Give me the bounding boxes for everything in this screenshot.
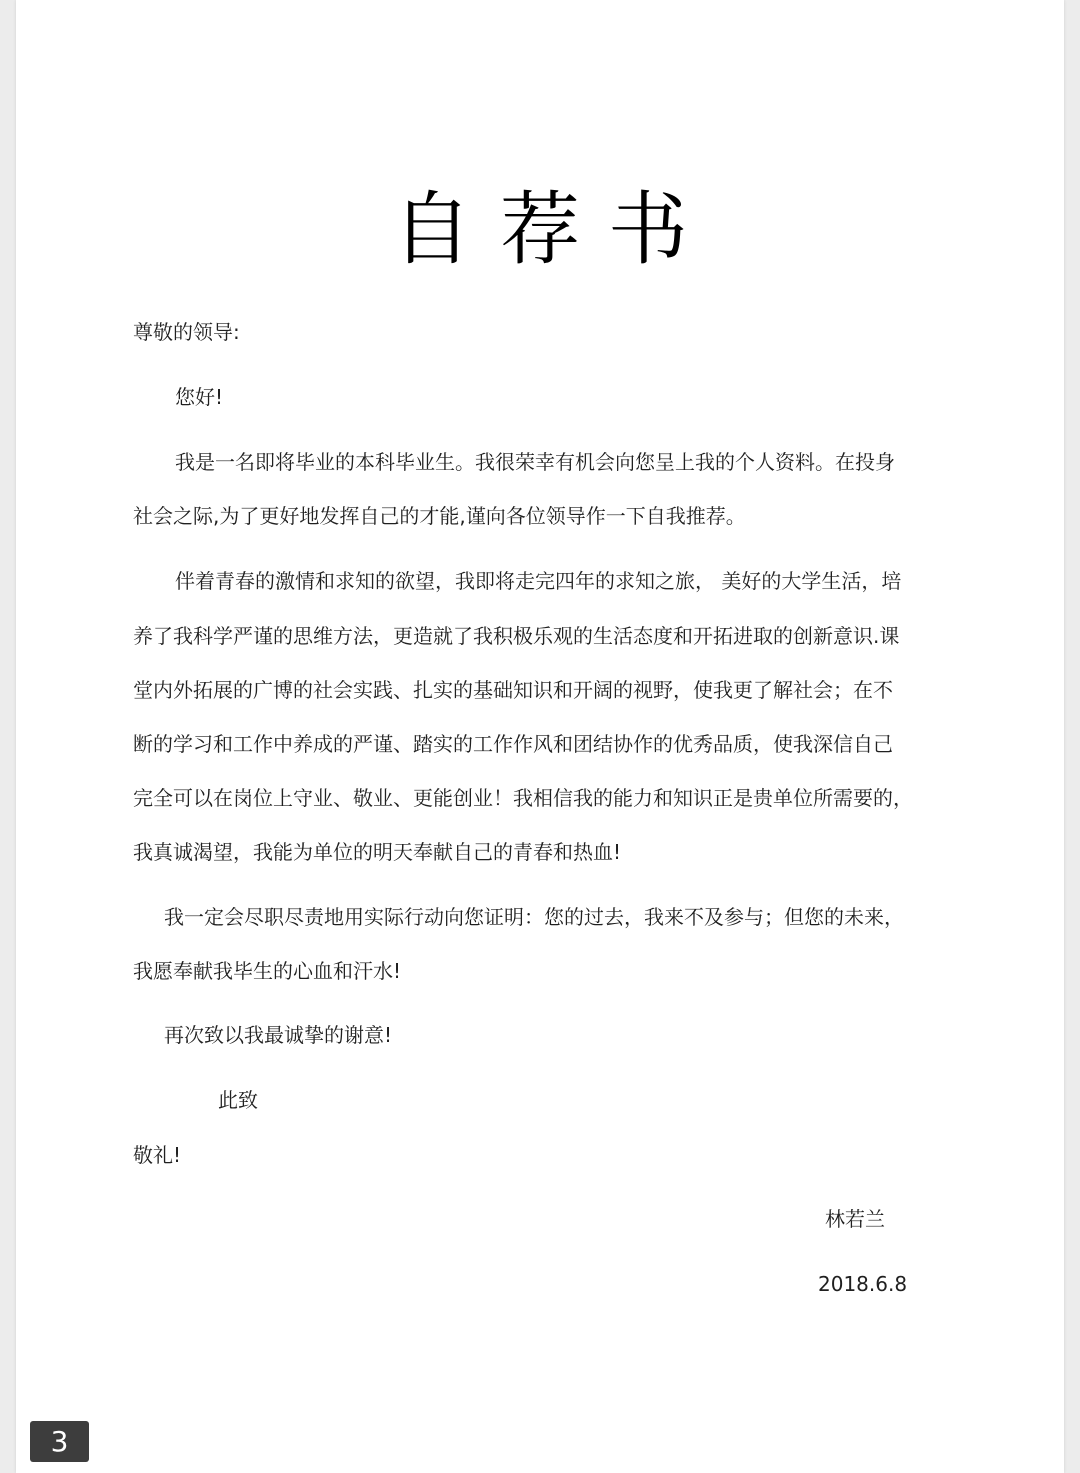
document-title: 自荐书 [392, 183, 716, 276]
paragraph-2-line-2: 养了我科学严谨的思维方法，更造就了我积极乐观的生活态度和开拓进取的创新意识.课 [133, 624, 900, 648]
paragraph-2-line-5: 完全可以在岗位上守业、敬业、更能创业！我相信我的能力和知识正是贵单位所需要的， [133, 786, 913, 810]
paragraph-2-line-4: 断的学习和工作中养成的严谨、踏实的工作作风和团结协作的优秀品质，使我深信自己 [133, 732, 893, 756]
paragraph-2-line-3: 堂内外拓展的广博的社会实践、扎实的基础知识和开阔的视野，使我更了解社会；在不 [133, 678, 893, 702]
closing-ci-zhi: 此致 [218, 1088, 258, 1112]
paragraph-3-line-1: 我一定会尽职尽责地用实际行动向您证明：您的过去，我来不及参与；但您的未来， [164, 905, 904, 929]
paragraph-2-line-6: 我真诚渴望，我能为单位的明天奉献自己的青春和热血! [133, 840, 622, 864]
salutation: 尊敬的领导: [133, 320, 240, 344]
thanks-line: 再次致以我最诚挚的谢意! [164, 1023, 393, 1047]
paragraph-1-line-1: 我是一名即将毕业的本科毕业生。我很荣幸有机会向您呈上我的个人资料。在投身 [175, 450, 895, 474]
paragraph-1-line-2: 社会之际,为了更好地发挥自己的才能,谨向各位领导作一下自我推荐。 [133, 504, 746, 528]
paragraph-2-line-1: 伴着青春的激情和求知的欲望，我即将走完四年的求知之旅， 美好的大学生活，培 [175, 569, 902, 593]
closing-jing-li: 敬礼! [133, 1143, 182, 1167]
paragraph-3-line-2: 我愿奉献我毕生的心血和汗水! [133, 959, 402, 983]
signature: 林若兰 [825, 1207, 885, 1231]
page-number-badge[interactable]: 3 [30, 1421, 89, 1462]
greeting: 您好! [175, 385, 224, 409]
date: 2018.6.8 [818, 1272, 908, 1296]
